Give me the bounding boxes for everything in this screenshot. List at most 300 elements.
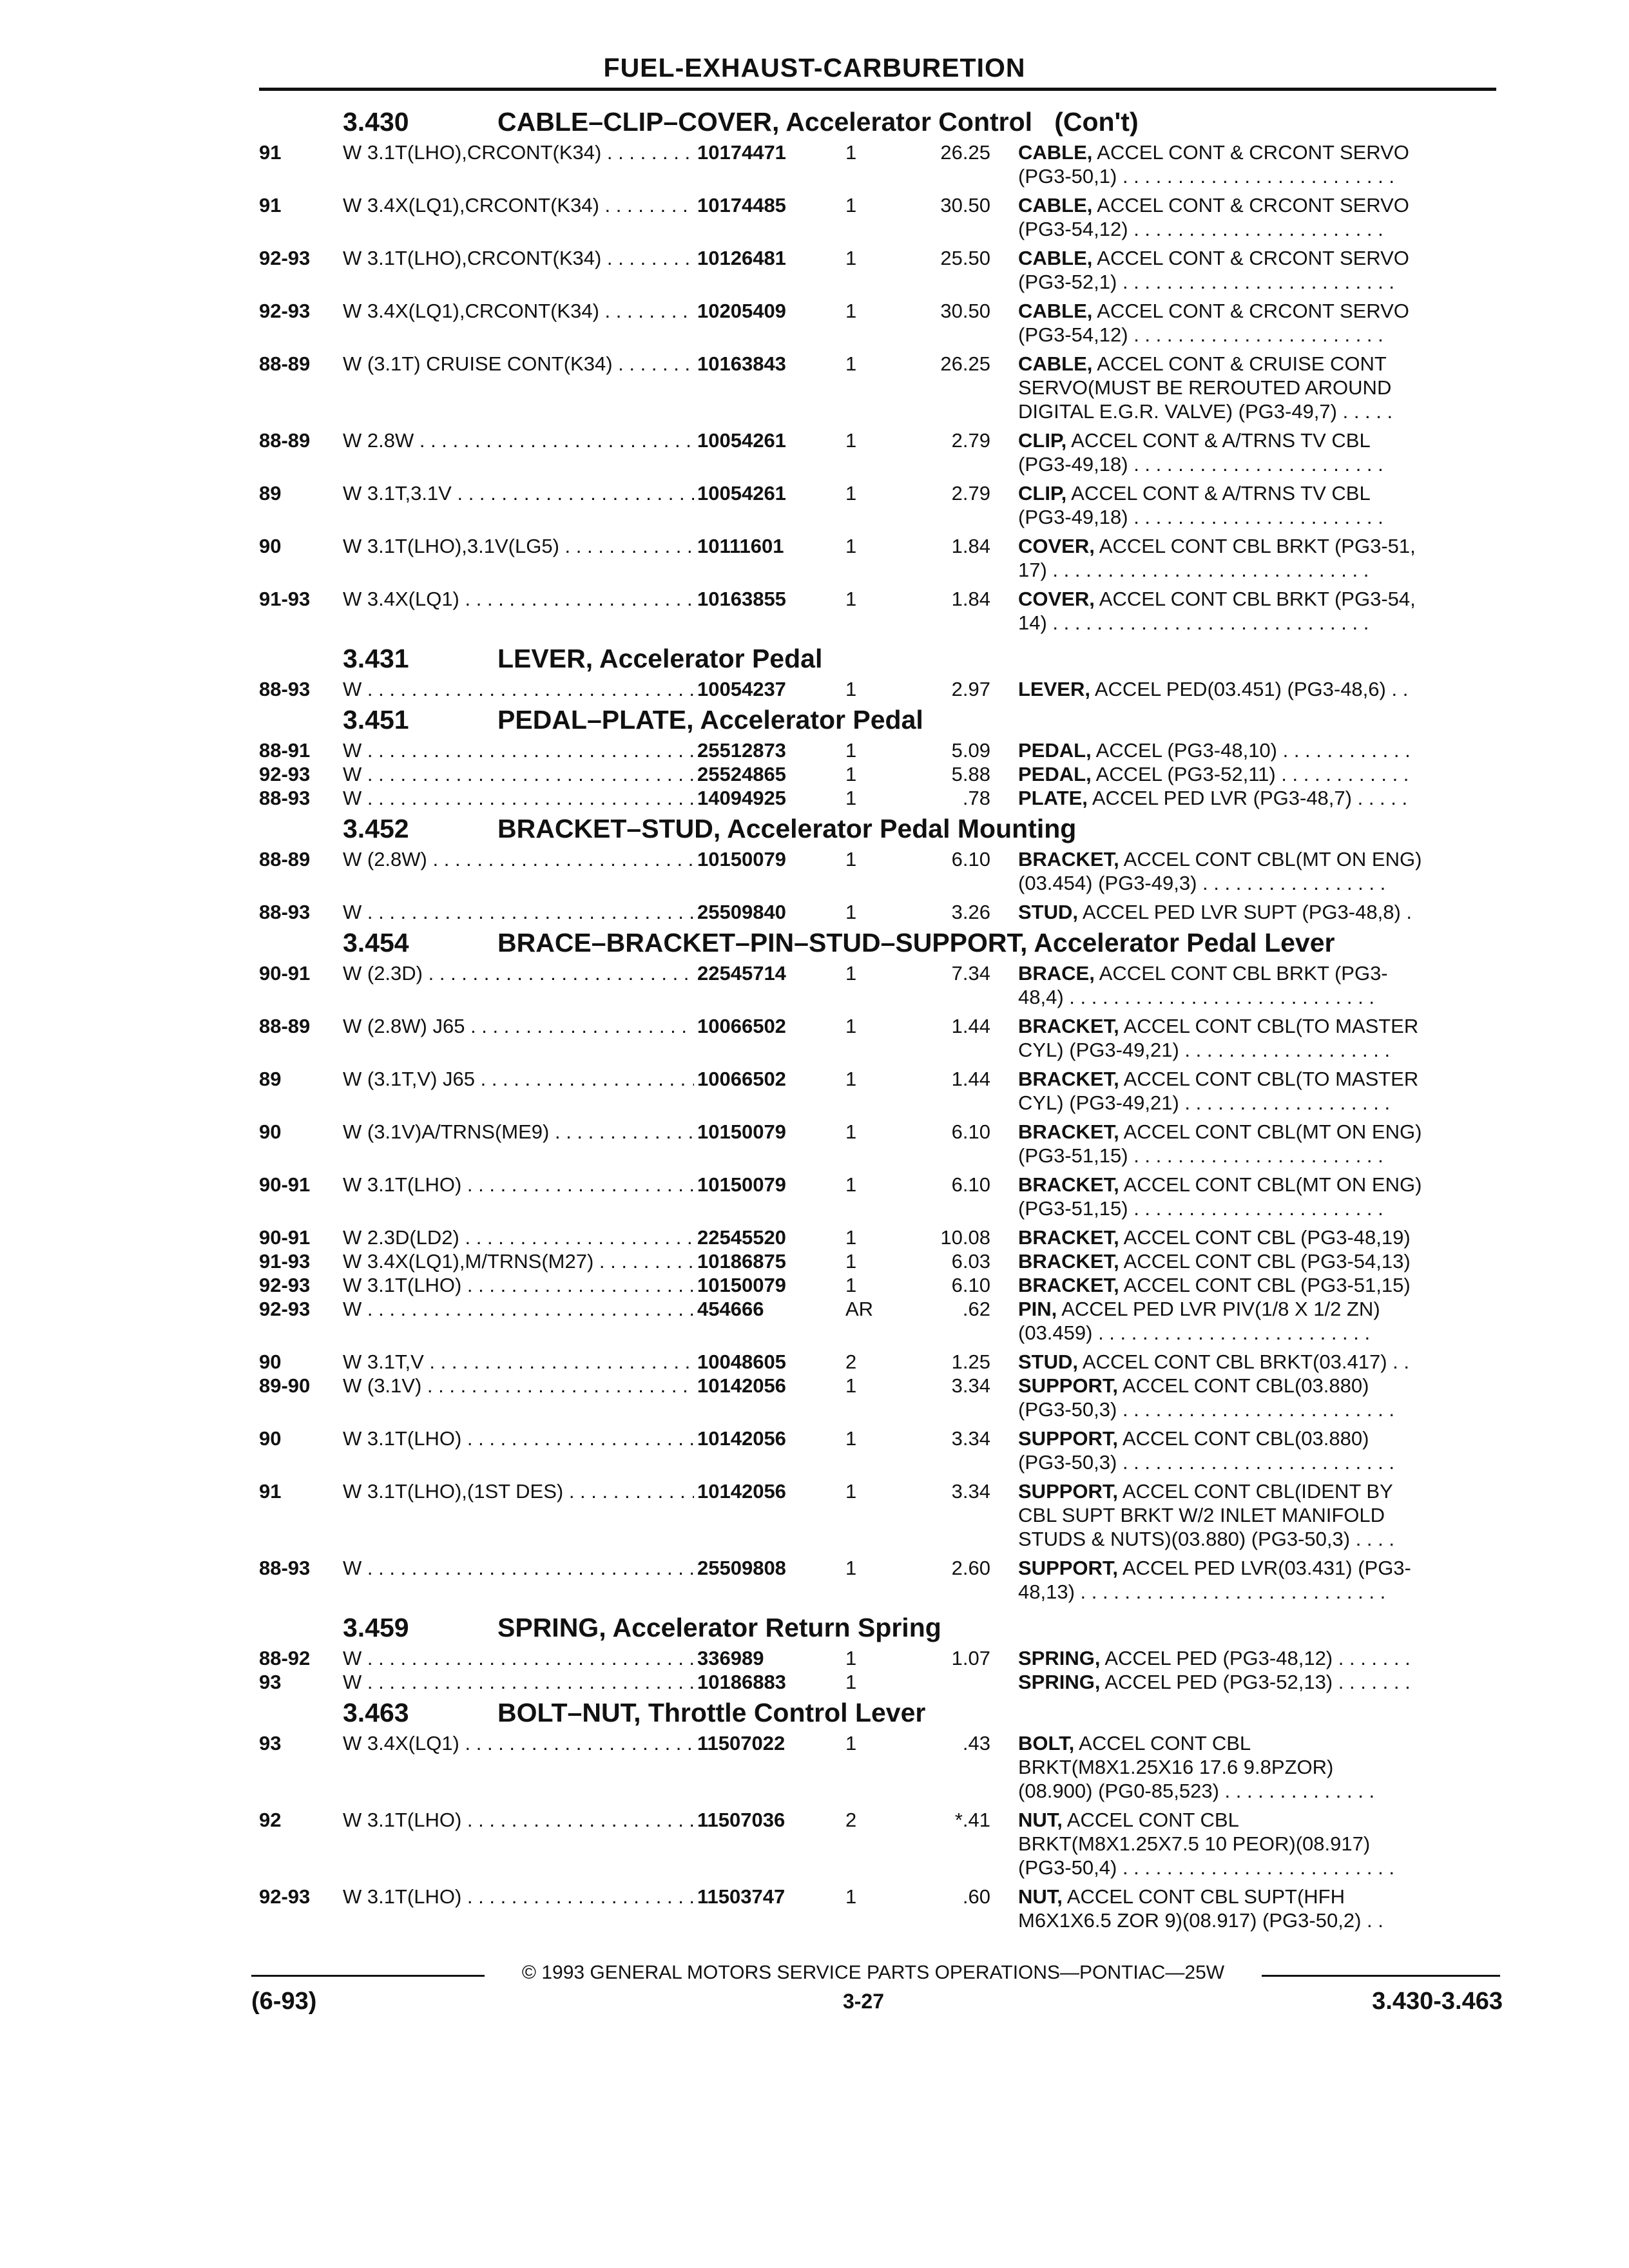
section-heading bbox=[259, 640, 1496, 677]
part-entry bbox=[259, 847, 1496, 895]
application: W . . . bbox=[343, 1670, 694, 1694]
part-entry bbox=[259, 738, 1496, 762]
part-entry bbox=[259, 1556, 1496, 1604]
model-years: 92-93 bbox=[259, 1298, 311, 1320]
list-price: 3.26 bbox=[951, 901, 990, 923]
application: W (2.8W) . . . bbox=[343, 847, 694, 871]
part-number: 25512873 bbox=[697, 739, 786, 762]
list-price: 5.09 bbox=[951, 739, 990, 762]
part-entry bbox=[259, 900, 1496, 924]
part-description bbox=[1018, 1273, 1496, 1297]
part-description bbox=[1018, 1350, 1496, 1374]
list-price: 6.03 bbox=[951, 1250, 990, 1273]
model-years: 88-93 bbox=[259, 787, 311, 809]
part-number: 10150079 bbox=[697, 848, 786, 870]
application: W (3.1V) . . . bbox=[343, 1374, 694, 1398]
part-description bbox=[1018, 299, 1496, 347]
model-years: 90-91 bbox=[259, 1173, 311, 1196]
part-name: BRACKET, bbox=[1018, 1015, 1119, 1037]
footer-page-number: 3-27 bbox=[842, 1990, 885, 2013]
model-years: 88-93 bbox=[259, 901, 311, 923]
list-price: 3.34 bbox=[951, 1427, 990, 1450]
part-description bbox=[1018, 1173, 1496, 1220]
application: W (3.1V)A/TRNS(ME9) . . . bbox=[343, 1120, 694, 1144]
part-description bbox=[1018, 1225, 1496, 1249]
application: W (2.3D) . . . bbox=[343, 961, 694, 985]
part-entry bbox=[259, 299, 1496, 347]
part-entry bbox=[259, 246, 1496, 294]
part-number: 336989 bbox=[697, 1647, 764, 1669]
section-heading bbox=[259, 1609, 1496, 1646]
part-description-text: ACCEL (PG3-48,10) . . . . . . . . . . . . bbox=[1091, 739, 1411, 762]
model-years: 91 bbox=[259, 194, 282, 216]
part-number: 14094925 bbox=[697, 787, 786, 809]
list-price: .60 bbox=[962, 1885, 990, 1908]
list-price: 1.84 bbox=[951, 588, 990, 610]
list-price: 10.08 bbox=[940, 1226, 990, 1249]
part-description bbox=[1018, 587, 1496, 635]
list-price: 5.88 bbox=[951, 763, 990, 785]
part-entry bbox=[259, 1120, 1496, 1168]
model-years: 92-93 bbox=[259, 1274, 311, 1296]
part-number: 10186883 bbox=[697, 1671, 786, 1693]
part-description-text: ACCEL CONT CBL BRKT(M8X1.25X7.5 10 PEOR)(08.917) (PG3-50,4) . . . . . . . . . . . . . . . . . . . . . . . . . bbox=[1018, 1809, 1394, 1879]
section-3-454 bbox=[259, 924, 1496, 1604]
section-3-452 bbox=[259, 810, 1496, 924]
application: W . . . bbox=[343, 1297, 694, 1321]
part-number: 10142056 bbox=[697, 1374, 786, 1397]
section-title: BRACE–BRACKET–PIN–STUD–SUPPORT, Accelerator Pedal Lever bbox=[497, 928, 1335, 957]
part-description-text: ACCEL CONT & A/TRNS TV CBL (PG3-49,18) . . . . . . . . . . . . . . . . . . . . . . . bbox=[1018, 429, 1383, 476]
part-entry bbox=[259, 786, 1496, 810]
part-number: 11507036 bbox=[697, 1809, 786, 1831]
part-number: 10054261 bbox=[697, 482, 786, 505]
quantity: 1 bbox=[845, 1120, 857, 1143]
part-number: 25509840 bbox=[697, 901, 786, 923]
part-name: SUPPORT, bbox=[1018, 1374, 1119, 1397]
part-name: SPRING, bbox=[1018, 1647, 1101, 1669]
model-years: 90 bbox=[259, 1350, 282, 1373]
part-description-text: ACCEL CONT CBL (PG3-54,13) bbox=[1119, 1250, 1411, 1273]
quantity: 1 bbox=[845, 1480, 857, 1503]
part-number: 10163855 bbox=[697, 588, 786, 610]
application: W . . . bbox=[343, 1646, 694, 1670]
part-description-text: ACCEL CONT & CRCONT SERVO (PG3-52,1) . . . . . . . . . . . . . . . . . . . . . . . . . bbox=[1018, 247, 1409, 293]
quantity: 1 bbox=[845, 1732, 857, 1754]
part-entry bbox=[259, 1374, 1496, 1421]
part-number: 10150079 bbox=[697, 1274, 786, 1296]
part-entry bbox=[259, 762, 1496, 786]
part-number: 10054261 bbox=[697, 429, 786, 452]
application: W (3.1T) CRUISE CONT(K34) . . . bbox=[343, 352, 694, 376]
list-price: 2.79 bbox=[951, 482, 990, 505]
part-description bbox=[1018, 1120, 1496, 1168]
footer-date: (6-93) bbox=[251, 1988, 317, 2015]
application: W (2.8W) J65 . . . bbox=[343, 1014, 694, 1038]
quantity: 1 bbox=[845, 1671, 857, 1693]
part-entry bbox=[259, 1885, 1496, 1932]
quantity: 1 bbox=[845, 1173, 857, 1196]
part-description bbox=[1018, 246, 1496, 294]
quantity: 1 bbox=[845, 1226, 857, 1249]
section-3-451 bbox=[259, 701, 1496, 810]
part-description-text: ACCEL CONT CBL(MT ON ENG) (03.454) (PG3-49,3) . . . . . . . . . . . . . . . . . bbox=[1018, 848, 1422, 894]
list-price: 3.34 bbox=[951, 1480, 990, 1503]
quantity: 1 bbox=[845, 1427, 857, 1450]
part-name: COVER, bbox=[1018, 535, 1095, 557]
model-years: 93 bbox=[259, 1732, 282, 1754]
application: W 3.4X(LQ1),M/TRNS(M27) . . . bbox=[343, 1249, 694, 1273]
part-description bbox=[1018, 1374, 1496, 1421]
part-description bbox=[1018, 1014, 1496, 1062]
part-name: BRACKET, bbox=[1018, 1274, 1119, 1296]
section-number: 3.451 bbox=[343, 705, 409, 735]
part-description-text: ACCEL CONT & CRCONT SERVO (PG3-54,12) . . . . . . . . . . . . . . . . . . . . . . . bbox=[1018, 300, 1409, 346]
list-price: 3.34 bbox=[951, 1374, 990, 1397]
model-years: 88-89 bbox=[259, 1015, 311, 1037]
list-price: 25.50 bbox=[940, 247, 990, 269]
application: W . . . bbox=[343, 786, 694, 810]
part-name: CLIP, bbox=[1018, 482, 1067, 505]
application: W 2.3D(LD2) . . . bbox=[343, 1225, 694, 1249]
model-years: 88-89 bbox=[259, 352, 311, 375]
application: W 3.1T(LHO) . . . bbox=[343, 1808, 694, 1832]
model-years: 90-91 bbox=[259, 1226, 311, 1249]
part-entry bbox=[259, 1670, 1496, 1694]
quantity: 1 bbox=[845, 1250, 857, 1273]
application: W 3.1T,3.1V . . . bbox=[343, 481, 694, 505]
part-name: BRACE, bbox=[1018, 962, 1095, 985]
quantity: 1 bbox=[845, 247, 857, 269]
model-years: 88-93 bbox=[259, 678, 311, 700]
section-number: 3.459 bbox=[343, 1613, 409, 1642]
quantity: 1 bbox=[845, 141, 857, 164]
part-description bbox=[1018, 1731, 1496, 1803]
list-price: .62 bbox=[962, 1298, 990, 1320]
part-number: 10163843 bbox=[697, 352, 786, 375]
part-description bbox=[1018, 847, 1496, 895]
part-name: STUD, bbox=[1018, 1350, 1078, 1373]
section-3-459 bbox=[259, 1609, 1496, 1694]
list-price: 6.10 bbox=[951, 1120, 990, 1143]
application: W 3.1T(LHO),(1ST DES) . . . bbox=[343, 1479, 694, 1503]
model-years: 88-92 bbox=[259, 1647, 311, 1669]
part-description-text: ACCEL CONT & A/TRNS TV CBL (PG3-49,18) . . . . . . . . . . . . . . . . . . . . . . . bbox=[1018, 482, 1383, 528]
part-description bbox=[1018, 1885, 1496, 1932]
list-price: 2.79 bbox=[951, 429, 990, 452]
quantity: 1 bbox=[845, 194, 857, 216]
part-number: 10111601 bbox=[697, 535, 784, 557]
part-entry bbox=[259, 428, 1496, 476]
quantity: 1 bbox=[845, 535, 857, 557]
quantity: AR bbox=[845, 1298, 874, 1320]
part-description-text: ACCEL CONT CBL BRKT (PG3-54, 14) . . . . . . . . . . . . . . . . . . . . . . . . . . . . . bbox=[1018, 588, 1416, 634]
part-entry bbox=[259, 1297, 1496, 1345]
application: W . . . bbox=[343, 1556, 694, 1580]
part-number: 25509808 bbox=[697, 1557, 786, 1579]
part-name: CABLE, bbox=[1018, 300, 1093, 322]
part-entry bbox=[259, 587, 1496, 635]
quantity: 1 bbox=[845, 739, 857, 762]
part-description-text: ACCEL PED (PG3-48,12) . . . . . . . bbox=[1100, 1647, 1411, 1669]
footer-section-range: 3.430-3.463 bbox=[1372, 1988, 1503, 2015]
list-price: 26.25 bbox=[940, 352, 990, 375]
part-description-text: ACCEL CONT & CRUISE CONT SERVO(MUST BE REROUTED AROUND DIGITAL E.G.R. VALVE) (PG3-49,7) . . . . . bbox=[1018, 352, 1393, 423]
part-number: 10054237 bbox=[697, 678, 786, 700]
model-years: 92-93 bbox=[259, 1885, 311, 1908]
part-entry bbox=[259, 1808, 1496, 1879]
part-description-text: ACCEL PED(03.451) (PG3-48,6) . . bbox=[1090, 678, 1409, 700]
part-description-text: ACCEL CONT & CRCONT SERVO (PG3-50,1) . . . . . . . . . . . . . . . . . . . . . . . . . bbox=[1018, 141, 1409, 187]
section-3-431 bbox=[259, 640, 1496, 701]
list-price: 7.34 bbox=[951, 962, 990, 985]
part-name: SUPPORT, bbox=[1018, 1557, 1119, 1579]
quantity: 1 bbox=[845, 352, 857, 375]
list-price: 26.25 bbox=[940, 141, 990, 164]
header-rule bbox=[259, 88, 1496, 91]
section-number: 3.463 bbox=[343, 1698, 409, 1727]
part-description bbox=[1018, 1249, 1496, 1273]
section-title: SPRING, Accelerator Return Spring bbox=[497, 1613, 941, 1642]
application: W 3.1T(LHO) . . . bbox=[343, 1273, 694, 1297]
section-title: LEVER, Accelerator Pedal bbox=[497, 644, 823, 673]
part-description bbox=[1018, 534, 1496, 582]
list-price: 30.50 bbox=[940, 194, 990, 216]
part-description-text: ACCEL CONT CBL(TO MASTER CYL) (PG3-49,21) . . . . . . . . . . . . . . . . . . . bbox=[1018, 1015, 1419, 1061]
part-description-text: ACCEL PED LVR PIV(1/8 X 1/2 ZN) (03.459) . . . . . . . . . . . . . . . . . . . . . . . . . bbox=[1018, 1298, 1380, 1344]
part-description bbox=[1018, 1297, 1496, 1345]
part-description bbox=[1018, 1427, 1496, 1474]
quantity: 1 bbox=[845, 1647, 857, 1669]
part-name: CABLE, bbox=[1018, 247, 1093, 269]
part-number: 10048605 bbox=[697, 1350, 786, 1373]
part-description-text: ACCEL CONT CBL(MT ON ENG) (PG3-51,15) . . . . . . . . . . . . . . . . . . . . . . . bbox=[1018, 1173, 1422, 1220]
part-name: BRACKET, bbox=[1018, 1250, 1119, 1273]
part-description bbox=[1018, 1670, 1496, 1694]
model-years: 92 bbox=[259, 1809, 282, 1831]
part-description bbox=[1018, 428, 1496, 476]
part-number: 10142056 bbox=[697, 1427, 786, 1450]
part-name: CABLE, bbox=[1018, 194, 1093, 216]
quantity: 1 bbox=[845, 588, 857, 610]
part-name: CABLE, bbox=[1018, 141, 1093, 164]
part-number: 10150079 bbox=[697, 1120, 786, 1143]
part-entry bbox=[259, 1350, 1496, 1374]
list-price: 30.50 bbox=[940, 300, 990, 322]
part-description-text: ACCEL (PG3-52,11) . . . . . . . . . . . . bbox=[1091, 763, 1409, 785]
part-description bbox=[1018, 1808, 1496, 1879]
part-entry bbox=[259, 1731, 1496, 1803]
part-description bbox=[1018, 762, 1496, 786]
parts-listing bbox=[259, 103, 1496, 1937]
list-price: 2.97 bbox=[951, 678, 990, 700]
part-description-text: ACCEL CONT CBL (PG3-48,19) bbox=[1119, 1226, 1411, 1249]
part-entry bbox=[259, 481, 1496, 529]
part-number: 10142056 bbox=[697, 1480, 786, 1503]
part-number: 25524865 bbox=[697, 763, 786, 785]
part-entry bbox=[259, 1249, 1496, 1273]
part-number: 10126481 bbox=[697, 247, 786, 269]
part-description bbox=[1018, 786, 1496, 810]
model-years: 93 bbox=[259, 1671, 282, 1693]
part-description-text: ACCEL CONT & CRCONT SERVO (PG3-54,12) . . . . . . . . . . . . . . . . . . . . . . . bbox=[1018, 194, 1409, 240]
part-entry bbox=[259, 534, 1496, 582]
part-number: 10066502 bbox=[697, 1015, 786, 1037]
part-name: BRACKET, bbox=[1018, 1173, 1119, 1196]
part-description bbox=[1018, 677, 1496, 701]
part-name: SUPPORT, bbox=[1018, 1427, 1119, 1450]
quantity: 1 bbox=[845, 482, 857, 505]
section-heading bbox=[259, 810, 1496, 847]
quantity: 2 bbox=[845, 1350, 857, 1373]
part-description bbox=[1018, 961, 1496, 1009]
part-number: 454666 bbox=[697, 1298, 764, 1320]
application: W 3.1T(LHO),3.1V(LG5) . . . bbox=[343, 534, 694, 558]
part-entry bbox=[259, 140, 1496, 188]
model-years: 91-93 bbox=[259, 588, 311, 610]
application: W 3.1T,V . . . bbox=[343, 1350, 694, 1374]
model-years: 88-89 bbox=[259, 429, 311, 452]
part-name: PLATE, bbox=[1018, 787, 1088, 809]
part-entry bbox=[259, 677, 1496, 701]
part-entry bbox=[259, 1067, 1496, 1115]
part-number: 11507022 bbox=[697, 1732, 786, 1754]
footer-rule-right bbox=[1262, 1975, 1500, 1977]
section-number: 3.452 bbox=[343, 814, 409, 843]
model-years: 90 bbox=[259, 535, 282, 557]
part-number: 10205409 bbox=[697, 300, 786, 322]
model-years: 91-93 bbox=[259, 1250, 311, 1273]
quantity: 1 bbox=[845, 1015, 857, 1037]
part-name: NUT, bbox=[1018, 1809, 1063, 1831]
part-number: 10186875 bbox=[697, 1250, 786, 1273]
quantity: 1 bbox=[845, 1885, 857, 1908]
footer-copyright: © 1993 GENERAL MOTORS SERVICE PARTS OPERATIONS—PONTIAC—25W bbox=[521, 1962, 1225, 1983]
part-description-text: ACCEL CONT CBL(TO MASTER CYL) (PG3-49,21) . . . . . . . . . . . . . . . . . . . bbox=[1018, 1068, 1419, 1114]
section-number: 3.431 bbox=[343, 644, 409, 673]
application: W 3.1T(LHO) . . . bbox=[343, 1427, 694, 1450]
part-entry bbox=[259, 1225, 1496, 1249]
part-description bbox=[1018, 193, 1496, 241]
part-name: BRACKET, bbox=[1018, 1068, 1119, 1090]
part-description-text: ACCEL CONT CBL(03.880) (PG3-50,3) . . . . . . . . . . . . . . . . . . . . . . . . . bbox=[1018, 1374, 1394, 1421]
part-number: 11503747 bbox=[697, 1885, 786, 1908]
application: W (3.1T,V) J65 . . . bbox=[343, 1067, 694, 1091]
application: W . . . bbox=[343, 677, 694, 701]
part-entry bbox=[259, 1173, 1496, 1220]
part-entry bbox=[259, 1427, 1496, 1474]
list-price: 1.44 bbox=[951, 1068, 990, 1090]
model-years: 88-91 bbox=[259, 739, 311, 762]
part-description bbox=[1018, 481, 1496, 529]
quantity: 1 bbox=[845, 962, 857, 985]
application: W 3.1T(LHO) . . . bbox=[343, 1885, 694, 1908]
quantity: 1 bbox=[845, 1557, 857, 1579]
part-description-text: ACCEL CONT CBL SUPT(HFH M6X1X6.5 ZOR 9)(08.917) (PG3-50,2) . . bbox=[1018, 1885, 1383, 1932]
part-name: CLIP, bbox=[1018, 429, 1067, 452]
list-price: 6.10 bbox=[951, 1274, 990, 1296]
quantity: 1 bbox=[845, 300, 857, 322]
part-description bbox=[1018, 900, 1496, 924]
list-price: 6.10 bbox=[951, 848, 990, 870]
section-number: 3.430 bbox=[343, 107, 409, 137]
model-years: 92-93 bbox=[259, 247, 311, 269]
part-name: CABLE, bbox=[1018, 352, 1093, 375]
model-years: 91 bbox=[259, 1480, 282, 1503]
list-price: 1.25 bbox=[951, 1350, 990, 1373]
section-title: BRACKET–STUD, Accelerator Pedal Mounting bbox=[497, 814, 1077, 843]
application: W . . . bbox=[343, 762, 694, 786]
quantity: 1 bbox=[845, 1374, 857, 1397]
part-description-text: ACCEL PED LVR(03.431) (PG3- 48,13) . . . . . . . . . . . . . . . . . . . . . . . . . . . . bbox=[1018, 1557, 1411, 1603]
model-years: 88-93 bbox=[259, 1557, 311, 1579]
quantity: 1 bbox=[845, 787, 857, 809]
list-price: 2.60 bbox=[951, 1557, 990, 1579]
part-entry bbox=[259, 193, 1496, 241]
part-description-text: ACCEL CONT CBL(MT ON ENG) (PG3-51,15) . . . . . . . . . . . . . . . . . . . . . . . bbox=[1018, 1120, 1422, 1167]
quantity: 2 bbox=[845, 1809, 857, 1831]
list-price: 1.07 bbox=[951, 1647, 990, 1669]
part-description bbox=[1018, 352, 1496, 423]
part-entry bbox=[259, 352, 1496, 423]
part-entry bbox=[259, 1273, 1496, 1297]
model-years: 92-93 bbox=[259, 300, 311, 322]
section-title: BOLT–NUT, Throttle Control Lever bbox=[497, 1698, 926, 1727]
part-description-text: ACCEL CONT CBL BRKT (PG3-51, 17) . . . . . . . . . . . . . . . . . . . . . . . . . . . . . bbox=[1018, 535, 1416, 581]
section-title: CABLE–CLIP–COVER, Accelerator Control (Con't) bbox=[497, 107, 1139, 137]
list-price: .43 bbox=[962, 1732, 990, 1754]
part-description bbox=[1018, 738, 1496, 762]
list-price: 1.44 bbox=[951, 1015, 990, 1037]
part-name: SUPPORT, bbox=[1018, 1480, 1119, 1503]
part-entry bbox=[259, 1479, 1496, 1551]
part-number: 10174485 bbox=[697, 194, 786, 216]
part-description-text: ACCEL CONT CBL BRKT(M8X1.25X16 17.6 9.8PZOR) (08.900) (PG0-85,523) . . . . . . . . . . . . . . bbox=[1018, 1732, 1375, 1802]
model-years: 92-93 bbox=[259, 763, 311, 785]
part-description-text: ACCEL PED LVR (PG3-48,7) . . . . . bbox=[1087, 787, 1408, 809]
model-years: 89 bbox=[259, 1068, 282, 1090]
application: W 3.4X(LQ1),CRCONT(K34) . . . bbox=[343, 299, 694, 323]
part-name: LEVER, bbox=[1018, 678, 1090, 700]
list-price: 1.84 bbox=[951, 535, 990, 557]
application: W 3.1T(LHO) . . . bbox=[343, 1173, 694, 1196]
application: W 3.1T(LHO),CRCONT(K34) . . . bbox=[343, 140, 694, 164]
model-years: 90 bbox=[259, 1427, 282, 1450]
model-years: 89-90 bbox=[259, 1374, 311, 1397]
footer-rule-left bbox=[251, 1975, 485, 1977]
model-years: 88-89 bbox=[259, 848, 311, 870]
model-years: 89 bbox=[259, 482, 282, 505]
part-number: 22545714 bbox=[697, 962, 786, 985]
application: W 2.8W . . . bbox=[343, 428, 694, 452]
quantity: 1 bbox=[845, 429, 857, 452]
application: W 3.4X(LQ1) . . . bbox=[343, 587, 694, 611]
quantity: 1 bbox=[845, 848, 857, 870]
part-number: 10150079 bbox=[697, 1173, 786, 1196]
section-heading bbox=[259, 701, 1496, 738]
part-name: PIN, bbox=[1018, 1298, 1057, 1320]
section-heading bbox=[259, 1694, 1496, 1731]
part-entry bbox=[259, 1014, 1496, 1062]
application: W 3.1T(LHO),CRCONT(K34) . . . bbox=[343, 246, 694, 270]
part-description-text: ACCEL CONT CBL(IDENT BY CBL SUPT BRKT W/2 INLET MANIFOLD STUDS & NUTS)(03.880) (PG3-50,3) . . . . bbox=[1018, 1480, 1394, 1550]
part-number: 10174471 bbox=[697, 141, 786, 164]
model-years: 90-91 bbox=[259, 962, 311, 985]
part-name: BRACKET, bbox=[1018, 1226, 1119, 1249]
part-description-text: ACCEL CONT CBL (PG3-51,15) bbox=[1119, 1274, 1411, 1296]
part-name: PEDAL, bbox=[1018, 763, 1092, 785]
section-number: 3.454 bbox=[343, 928, 409, 957]
